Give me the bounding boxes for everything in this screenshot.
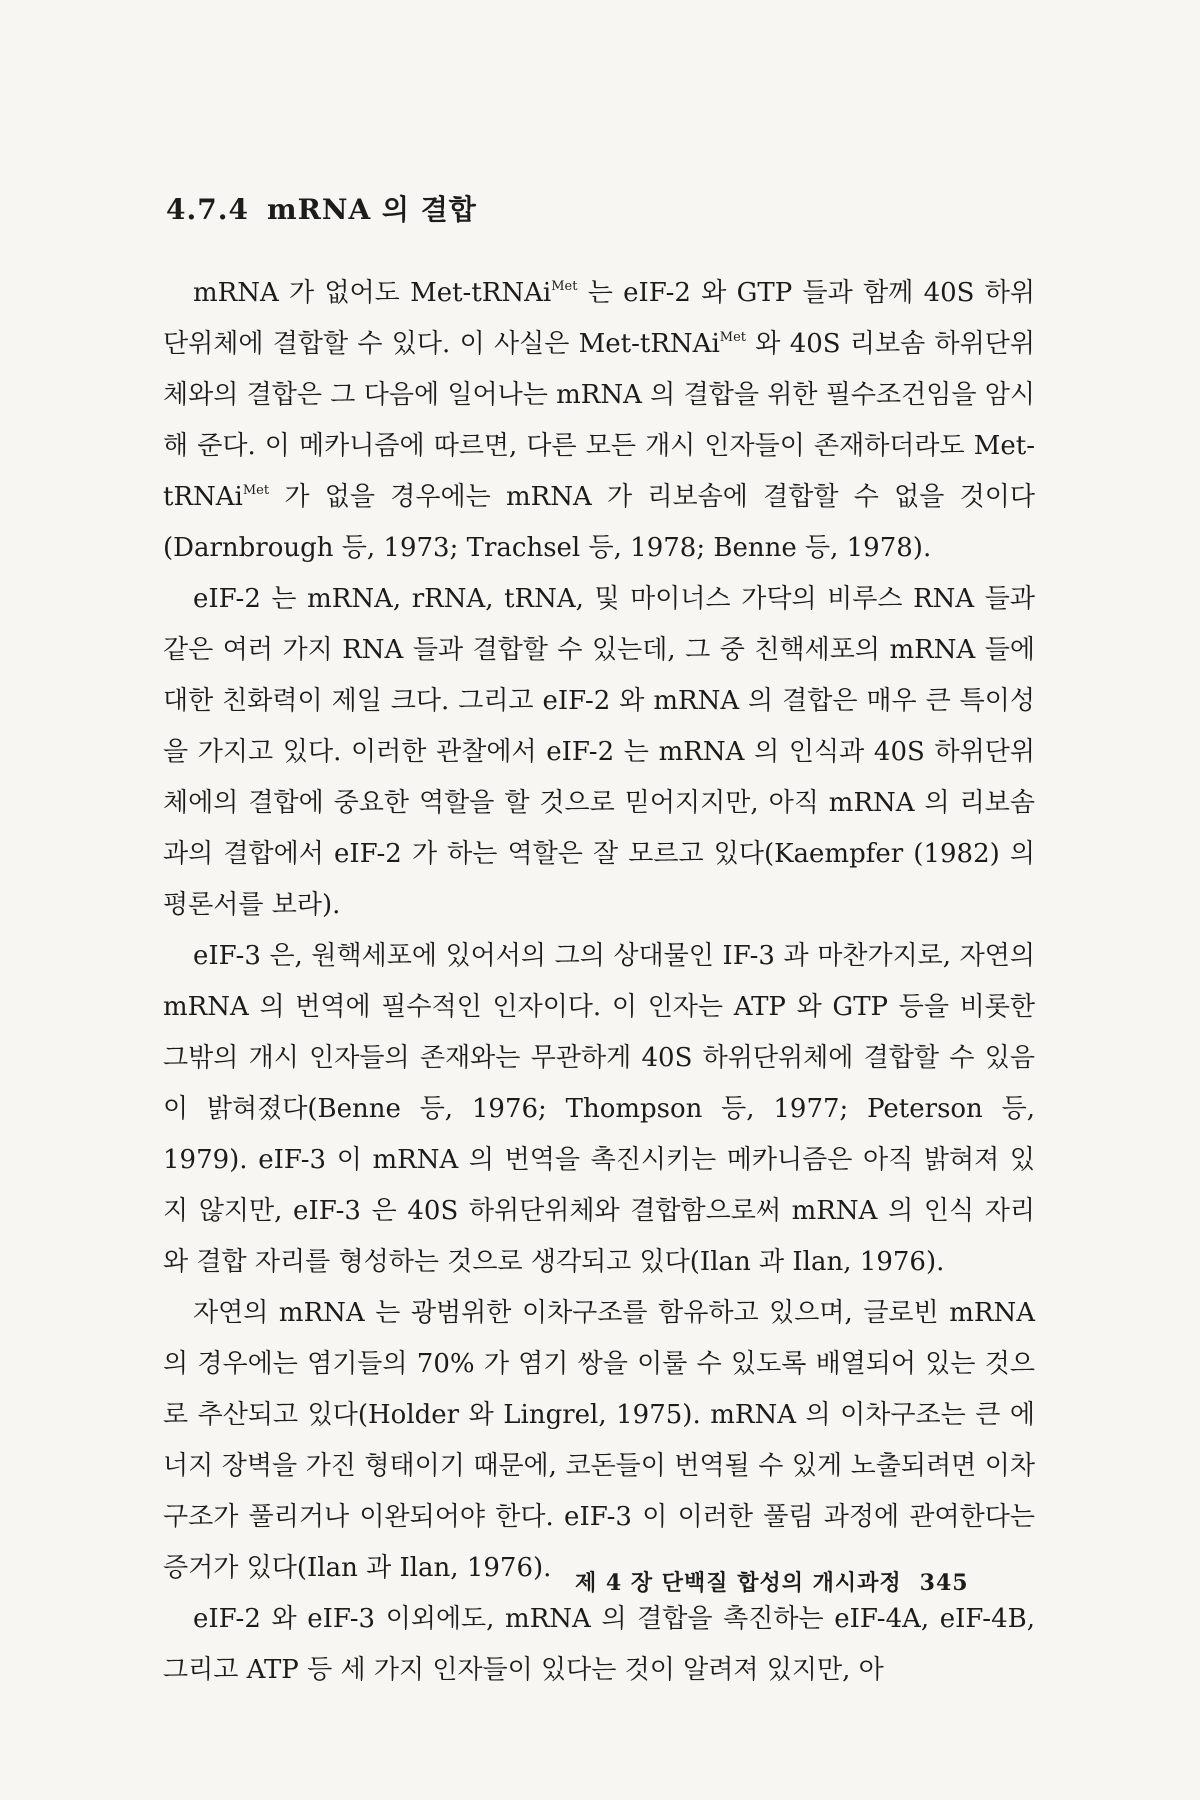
text-run: mRNA 가 없어도 Met-tRNAi <box>193 278 552 308</box>
section-title: mRNA 의 결합 <box>266 193 477 226</box>
superscript-met: Met <box>551 279 578 294</box>
running-chapter-title: 제 4 장 단백질 합성의 개시과정 <box>575 1570 902 1596</box>
page-number: 345 <box>919 1570 969 1596</box>
paragraph-5: eIF-2 와 eIF-3 이외에도, mRNA 의 결합을 촉진하는 eIF-4A, eIF-4B, 그리고 ATP 등 세 가지 인자들이 있다는 것이 알려져 있지만, 아 <box>163 1604 1035 1685</box>
text-run: 가 없을 경우에는 mRNA 가 리보솜에 결합할 수 없을 것이다(Darnbrough 등, 1973; Trachsel 등, 1978; Benne 등, 1978). <box>163 482 1035 563</box>
paragraph-3: eIF-3 은, 원핵세포에 있어서의 그의 상대물인 IF-3 과 마찬가지로, 자연의 mRNA 의 번역에 필수적인 인자이다. 이 인자는 ATP 와 GTP 등을 비롯한 그밖의 개시 인자들의 존재와는 무관하게 40S 하위단위체에 결합할 수 있음이 밝혀졌다(Benne 등, 1976; Thompson 등, 1977; Peterson 등, 1979). eIF-3 이 mRNA 의 번역을 촉진시키는 메카니즘은 아직 밝혀져 있지 않지만, eIF-3 은 40S 하위단위체와 결합함으로써 mRNA 의 인식 자리와 결합 자리를 형성하는 것으로 생각되고 있다(Ilan 과 Ilan, 1976). <box>163 941 1035 1277</box>
body-text <box>163 268 1035 1696</box>
superscript-met: Met <box>719 330 746 345</box>
section-number: 4.7.4 <box>166 193 249 226</box>
paragraph-2: eIF-2 는 mRNA, rRNA, tRNA, 및 마이너스 가닥의 비루스 RNA 들과 같은 여러 가지 RNA 들과 결합할 수 있는데, 그 중 친핵세포의 mRNA 들에 대한 친화력이 제일 크다. 그리고 eIF-2 와 mRNA 의 결합은 매우 큰 특이성을 가지고 있다. 이러한 관찰에서 eIF-2 는 mRNA 의 인식과 40S 하위단위체에의 결합에 중요한 역할을 할 것으로 믿어지지만, 아직 mRNA 의 리보솜과의 결합에서 eIF-2 가 하는 역할은 잘 모르고 있다(Kaempfer (1982) 의 평론서를 보라). <box>163 584 1035 920</box>
paragraph-1 <box>163 268 1035 574</box>
paragraph-4: 자연의 mRNA 는 광범위한 이차구조를 함유하고 있으며, 글로빈 mRNA 의 경우에는 염기들의 70% 가 염기 쌍을 이룰 수 있도록 배열되어 있는 것으로 추산되고 있다(Holder 와 Lingrel, 1975). mRNA 의 이차구조는 큰 에너지 장벽을 가진 형태이기 때문에, 코돈들이 번역될 수 있게 노출되려면 이차구조가 풀리거나 이완되어야 한다. eIF-3 이 이러한 풀림 과정에 관여한다는 증거가 있다(Ilan 과 Ilan, 1976). <box>163 1298 1035 1583</box>
page-footer <box>575 1566 969 1597</box>
superscript-met: Met <box>242 483 270 498</box>
text-run: 는 eIF-2 와 GTP 들과 함께 40S 하위단위체에 결합할 수 있다. 이 사실은 Met-tRNAi <box>163 278 1035 359</box>
text-run: 와 40S 리보솜 하위단위체와의 결합은 그 다음에 일어나는 mRNA 의 결합을 위한 필수조건임을 암시해 준다. 이 메카니즘에 따르면, 다른 모든 개시 인자들이 존재하더라도 Met-tRNAi <box>163 329 1035 512</box>
section-heading <box>166 188 477 228</box>
